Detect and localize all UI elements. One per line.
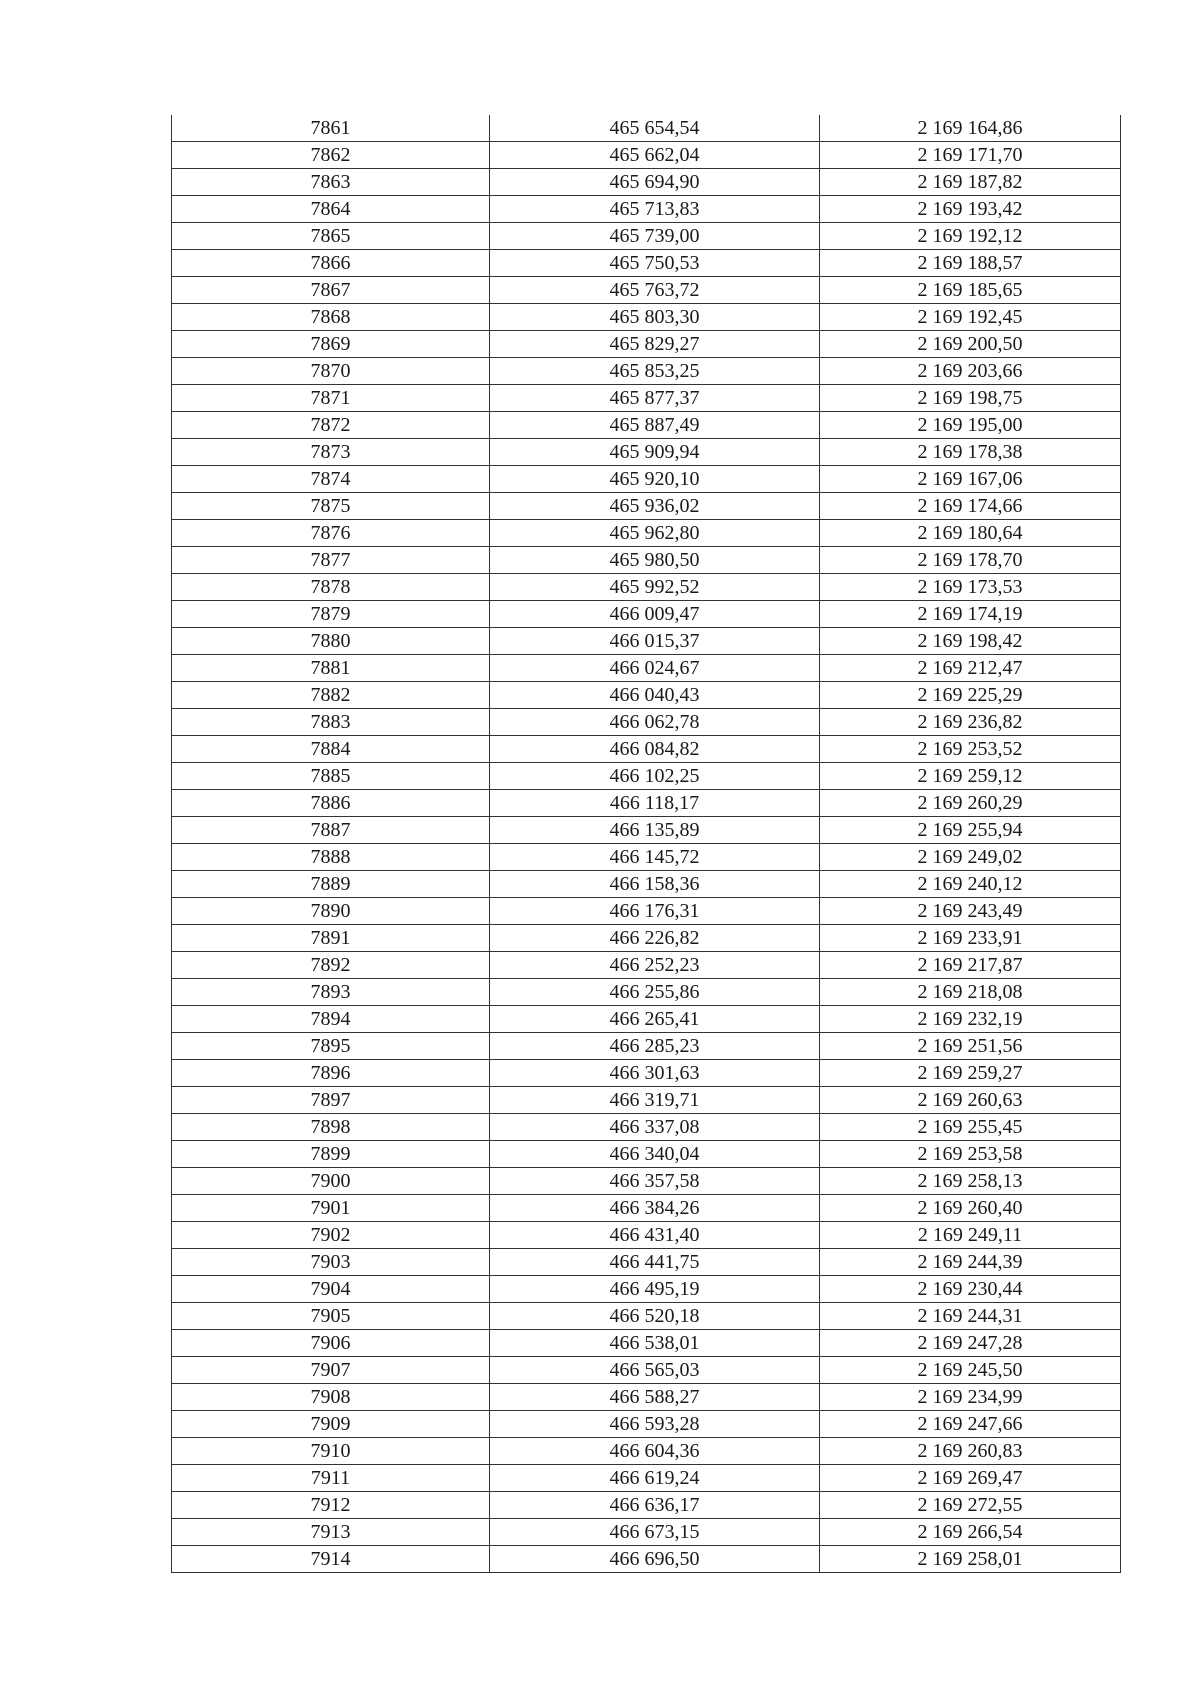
point-number-cell: 7886 [172,790,490,817]
y-coordinate-cell: 2 169 249,02 [820,844,1121,871]
x-coordinate-cell: 465 829,27 [490,331,820,358]
y-coordinate-cell: 2 169 260,40 [820,1195,1121,1222]
x-coordinate-cell: 465 887,49 [490,412,820,439]
x-coordinate-cell: 465 909,94 [490,439,820,466]
table-row [172,1168,1121,1195]
table-row [172,790,1121,817]
table-row [172,1357,1121,1384]
table-row [172,1141,1121,1168]
x-coordinate-cell: 466 565,03 [490,1357,820,1384]
table-row [172,250,1121,277]
x-coordinate-cell: 465 713,83 [490,196,820,223]
point-number-cell: 7902 [172,1222,490,1249]
table-row [172,331,1121,358]
y-coordinate-cell: 2 169 180,64 [820,520,1121,547]
table-row [172,1438,1121,1465]
coordinates-table-body [172,115,1121,1573]
x-coordinate-cell: 466 384,26 [490,1195,820,1222]
point-number-cell: 7900 [172,1168,490,1195]
y-coordinate-cell: 2 169 255,45 [820,1114,1121,1141]
table-row [172,1195,1121,1222]
x-coordinate-cell: 466 135,89 [490,817,820,844]
x-coordinate-cell: 465 980,50 [490,547,820,574]
point-number-cell: 7873 [172,439,490,466]
point-number-cell: 7883 [172,709,490,736]
point-number-cell: 7863 [172,169,490,196]
x-coordinate-cell: 466 319,71 [490,1087,820,1114]
point-number-cell: 7872 [172,412,490,439]
y-coordinate-cell: 2 169 272,55 [820,1492,1121,1519]
y-coordinate-cell: 2 169 266,54 [820,1519,1121,1546]
point-number-cell: 7862 [172,142,490,169]
table-row [172,439,1121,466]
table-row [172,385,1121,412]
table-row [172,709,1121,736]
point-number-cell: 7877 [172,547,490,574]
table-row [172,844,1121,871]
y-coordinate-cell: 2 169 260,63 [820,1087,1121,1114]
x-coordinate-cell: 466 588,27 [490,1384,820,1411]
y-coordinate-cell: 2 169 232,19 [820,1006,1121,1033]
x-coordinate-cell: 466 340,04 [490,1141,820,1168]
table-row [172,1519,1121,1546]
point-number-cell: 7910 [172,1438,490,1465]
point-number-cell: 7901 [172,1195,490,1222]
y-coordinate-cell: 2 169 255,94 [820,817,1121,844]
point-number-cell: 7912 [172,1492,490,1519]
x-coordinate-cell: 465 763,72 [490,277,820,304]
x-coordinate-cell: 466 040,43 [490,682,820,709]
point-number-cell: 7893 [172,979,490,1006]
x-coordinate-cell: 465 936,02 [490,493,820,520]
y-coordinate-cell: 2 169 258,13 [820,1168,1121,1195]
point-number-cell: 7880 [172,628,490,655]
point-number-cell: 7881 [172,655,490,682]
x-coordinate-cell: 466 252,23 [490,952,820,979]
y-coordinate-cell: 2 169 253,52 [820,736,1121,763]
point-number-cell: 7870 [172,358,490,385]
x-coordinate-cell: 466 337,08 [490,1114,820,1141]
x-coordinate-cell: 465 662,04 [490,142,820,169]
point-number-cell: 7906 [172,1330,490,1357]
y-coordinate-cell: 2 169 243,49 [820,898,1121,925]
point-number-cell: 7891 [172,925,490,952]
table-row [172,979,1121,1006]
y-coordinate-cell: 2 169 249,11 [820,1222,1121,1249]
y-coordinate-cell: 2 169 233,91 [820,925,1121,952]
y-coordinate-cell: 2 169 259,27 [820,1060,1121,1087]
y-coordinate-cell: 2 169 247,28 [820,1330,1121,1357]
table-row [172,547,1121,574]
point-number-cell: 7865 [172,223,490,250]
x-coordinate-cell: 465 962,80 [490,520,820,547]
y-coordinate-cell: 2 169 251,56 [820,1033,1121,1060]
point-number-cell: 7904 [172,1276,490,1303]
x-coordinate-cell: 466 084,82 [490,736,820,763]
table-row [172,1060,1121,1087]
point-number-cell: 7866 [172,250,490,277]
y-coordinate-cell: 2 169 218,08 [820,979,1121,1006]
point-number-cell: 7913 [172,1519,490,1546]
y-coordinate-cell: 2 169 164,86 [820,115,1121,142]
y-coordinate-cell: 2 169 171,70 [820,142,1121,169]
x-coordinate-cell: 465 750,53 [490,250,820,277]
y-coordinate-cell: 2 169 187,82 [820,169,1121,196]
y-coordinate-cell: 2 169 192,12 [820,223,1121,250]
x-coordinate-cell: 466 062,78 [490,709,820,736]
y-coordinate-cell: 2 169 188,57 [820,250,1121,277]
point-number-cell: 7890 [172,898,490,925]
table-row [172,601,1121,628]
table-row [172,304,1121,331]
x-coordinate-cell: 466 357,58 [490,1168,820,1195]
y-coordinate-cell: 2 169 192,45 [820,304,1121,331]
x-coordinate-cell: 465 803,30 [490,304,820,331]
table-row [172,358,1121,385]
table-row [172,898,1121,925]
table-row [172,277,1121,304]
y-coordinate-cell: 2 169 185,65 [820,277,1121,304]
y-coordinate-cell: 2 169 259,12 [820,763,1121,790]
table-row [172,925,1121,952]
y-coordinate-cell: 2 169 225,29 [820,682,1121,709]
table-row [172,223,1121,250]
y-coordinate-cell: 2 169 260,83 [820,1438,1121,1465]
point-number-cell: 7911 [172,1465,490,1492]
y-coordinate-cell: 2 169 174,19 [820,601,1121,628]
point-number-cell: 7895 [172,1033,490,1060]
x-coordinate-cell: 466 301,63 [490,1060,820,1087]
table-row [172,1465,1121,1492]
table-row [172,142,1121,169]
y-coordinate-cell: 2 169 173,53 [820,574,1121,601]
point-number-cell: 7871 [172,385,490,412]
point-number-cell: 7888 [172,844,490,871]
y-coordinate-cell: 2 169 253,58 [820,1141,1121,1168]
y-coordinate-cell: 2 169 200,50 [820,331,1121,358]
point-number-cell: 7894 [172,1006,490,1033]
x-coordinate-cell: 465 992,52 [490,574,820,601]
point-number-cell: 7884 [172,736,490,763]
y-coordinate-cell: 2 169 258,01 [820,1546,1121,1573]
point-number-cell: 7885 [172,763,490,790]
point-number-cell: 7905 [172,1303,490,1330]
x-coordinate-cell: 466 226,82 [490,925,820,952]
x-coordinate-cell: 466 431,40 [490,1222,820,1249]
x-coordinate-cell: 466 024,67 [490,655,820,682]
x-coordinate-cell: 466 604,36 [490,1438,820,1465]
table-row [172,1276,1121,1303]
table-row [172,1303,1121,1330]
point-number-cell: 7914 [172,1546,490,1573]
y-coordinate-cell: 2 169 236,82 [820,709,1121,736]
table-row [172,196,1121,223]
x-coordinate-cell: 466 285,23 [490,1033,820,1060]
x-coordinate-cell: 465 654,54 [490,115,820,142]
x-coordinate-cell: 466 495,19 [490,1276,820,1303]
y-coordinate-cell: 2 169 245,50 [820,1357,1121,1384]
x-coordinate-cell: 466 593,28 [490,1411,820,1438]
table-row [172,763,1121,790]
point-number-cell: 7879 [172,601,490,628]
table-row [172,115,1121,142]
x-coordinate-cell: 466 673,15 [490,1519,820,1546]
table-row [172,1384,1121,1411]
x-coordinate-cell: 466 015,37 [490,628,820,655]
table-row [172,1222,1121,1249]
y-coordinate-cell: 2 169 195,00 [820,412,1121,439]
x-coordinate-cell: 465 877,37 [490,385,820,412]
x-coordinate-cell: 465 739,00 [490,223,820,250]
x-coordinate-cell: 465 694,90 [490,169,820,196]
table-row [172,682,1121,709]
table-row [172,1546,1121,1573]
point-number-cell: 7899 [172,1141,490,1168]
x-coordinate-cell: 466 176,31 [490,898,820,925]
point-number-cell: 7887 [172,817,490,844]
point-number-cell: 7907 [172,1357,490,1384]
point-number-cell: 7892 [172,952,490,979]
x-coordinate-cell: 466 441,75 [490,1249,820,1276]
point-number-cell: 7898 [172,1114,490,1141]
y-coordinate-cell: 2 169 174,66 [820,493,1121,520]
y-coordinate-cell: 2 169 269,47 [820,1465,1121,1492]
y-coordinate-cell: 2 169 167,06 [820,466,1121,493]
point-number-cell: 7878 [172,574,490,601]
y-coordinate-cell: 2 169 178,70 [820,547,1121,574]
y-coordinate-cell: 2 169 244,31 [820,1303,1121,1330]
table-row [172,736,1121,763]
table-row [172,952,1121,979]
table-row [172,1249,1121,1276]
table-row [172,493,1121,520]
y-coordinate-cell: 2 169 217,87 [820,952,1121,979]
point-number-cell: 7867 [172,277,490,304]
y-coordinate-cell: 2 169 198,42 [820,628,1121,655]
x-coordinate-cell: 465 853,25 [490,358,820,385]
table-row [172,520,1121,547]
table-row [172,574,1121,601]
table-row [172,1114,1121,1141]
point-number-cell: 7882 [172,682,490,709]
table-row [172,655,1121,682]
point-number-cell: 7908 [172,1384,490,1411]
y-coordinate-cell: 2 169 244,39 [820,1249,1121,1276]
x-coordinate-cell: 466 538,01 [490,1330,820,1357]
x-coordinate-cell: 466 255,86 [490,979,820,1006]
point-number-cell: 7874 [172,466,490,493]
y-coordinate-cell: 2 169 212,47 [820,655,1121,682]
table-row [172,1411,1121,1438]
point-number-cell: 7903 [172,1249,490,1276]
y-coordinate-cell: 2 169 260,29 [820,790,1121,817]
y-coordinate-cell: 2 169 203,66 [820,358,1121,385]
y-coordinate-cell: 2 169 240,12 [820,871,1121,898]
table-row [172,871,1121,898]
y-coordinate-cell: 2 169 230,44 [820,1276,1121,1303]
x-coordinate-cell: 466 118,17 [490,790,820,817]
point-number-cell: 7875 [172,493,490,520]
y-coordinate-cell: 2 169 178,38 [820,439,1121,466]
point-number-cell: 7869 [172,331,490,358]
x-coordinate-cell: 466 619,24 [490,1465,820,1492]
table-row [172,1492,1121,1519]
point-number-cell: 7896 [172,1060,490,1087]
table-row [172,817,1121,844]
y-coordinate-cell: 2 169 193,42 [820,196,1121,223]
table-row [172,1087,1121,1114]
table-row [172,628,1121,655]
x-coordinate-cell: 466 145,72 [490,844,820,871]
x-coordinate-cell: 466 520,18 [490,1303,820,1330]
x-coordinate-cell: 466 158,36 [490,871,820,898]
point-number-cell: 7876 [172,520,490,547]
table-row [172,412,1121,439]
x-coordinate-cell: 465 920,10 [490,466,820,493]
point-number-cell: 7868 [172,304,490,331]
coordinates-table [171,115,1121,1573]
y-coordinate-cell: 2 169 198,75 [820,385,1121,412]
table-row [172,466,1121,493]
x-coordinate-cell: 466 265,41 [490,1006,820,1033]
point-number-cell: 7889 [172,871,490,898]
table-row [172,169,1121,196]
table-row [172,1033,1121,1060]
x-coordinate-cell: 466 696,50 [490,1546,820,1573]
x-coordinate-cell: 466 102,25 [490,763,820,790]
x-coordinate-cell: 466 636,17 [490,1492,820,1519]
point-number-cell: 7864 [172,196,490,223]
y-coordinate-cell: 2 169 247,66 [820,1411,1121,1438]
table-row [172,1006,1121,1033]
x-coordinate-cell: 466 009,47 [490,601,820,628]
table-row [172,1330,1121,1357]
point-number-cell: 7909 [172,1411,490,1438]
point-number-cell: 7897 [172,1087,490,1114]
point-number-cell: 7861 [172,115,490,142]
y-coordinate-cell: 2 169 234,99 [820,1384,1121,1411]
